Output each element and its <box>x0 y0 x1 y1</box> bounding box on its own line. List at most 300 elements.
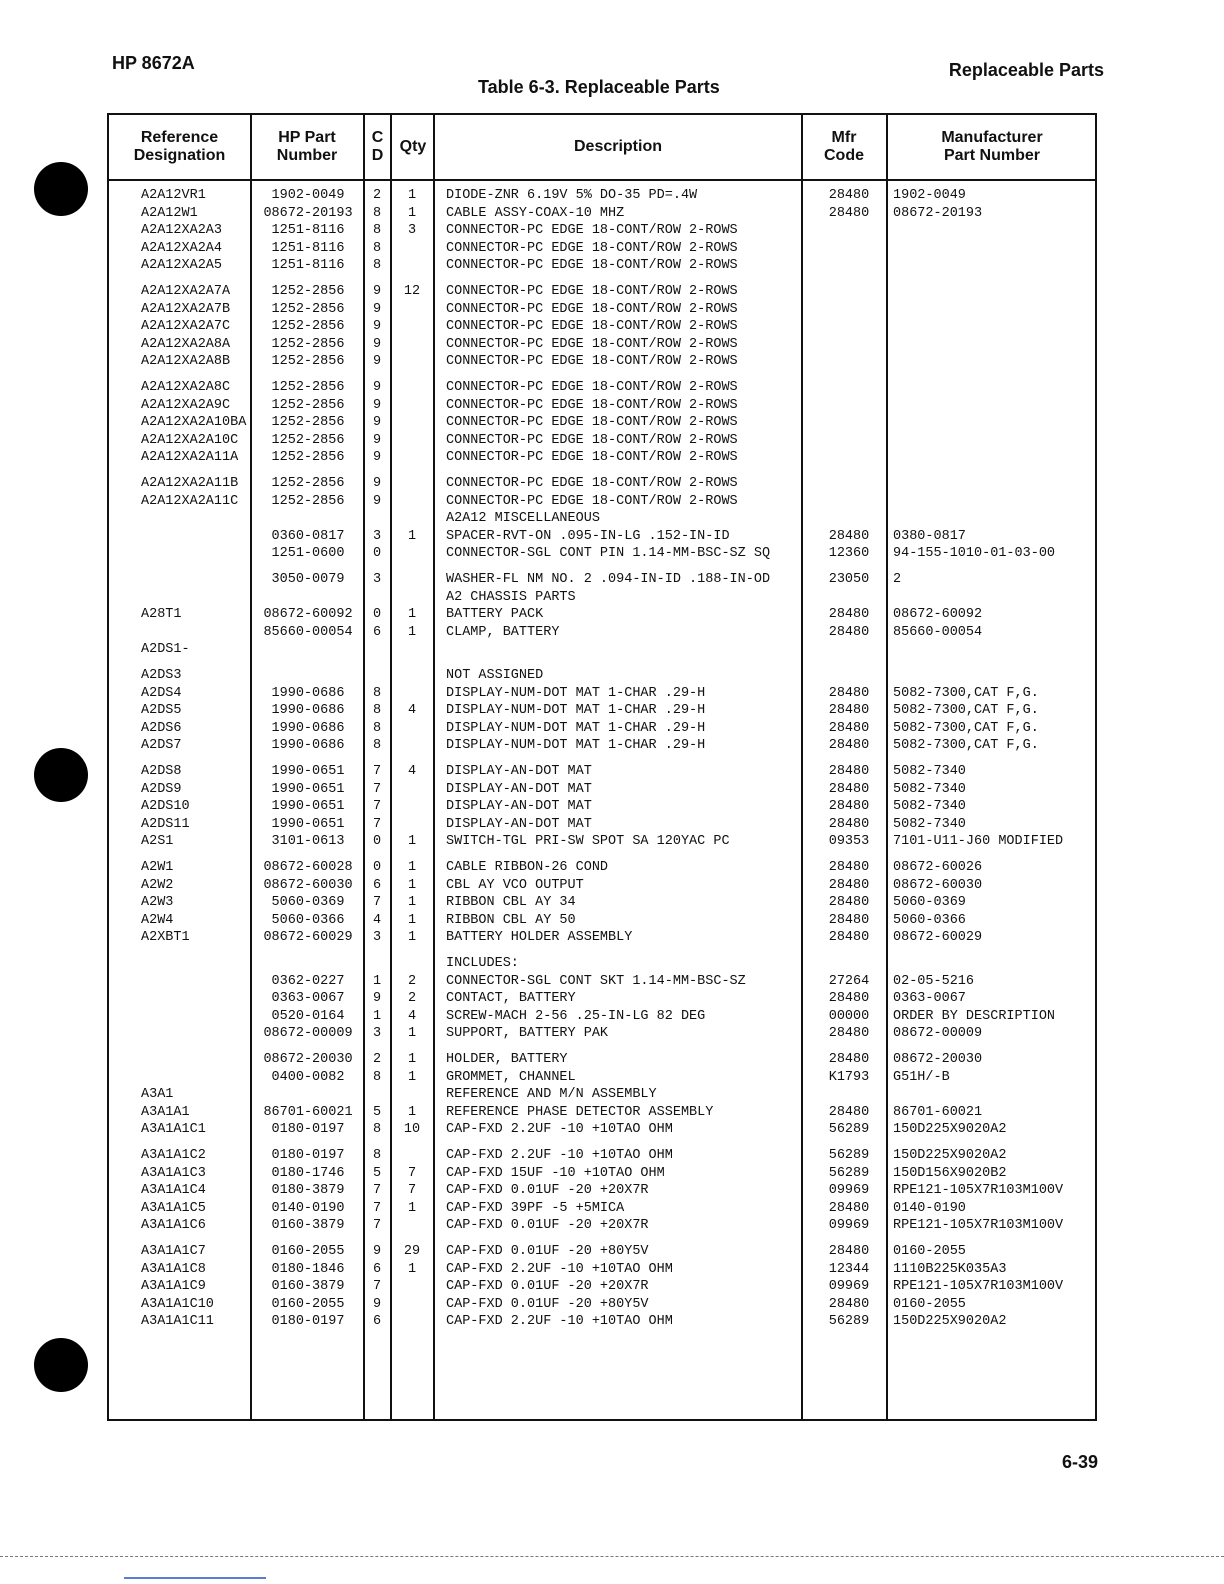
description-cell: SPACER-RVT-ON .095-IN-LG .152-IN-ID <box>446 528 730 544</box>
ref-cell: A3A1A1C9 <box>141 1279 206 1295</box>
mfr-code-cell: 09969 <box>828 1218 870 1234</box>
mfr-code-cell: 28480 <box>828 720 870 736</box>
description-cell: NOT ASSIGNED <box>446 668 544 683</box>
description-cell: RIBBON CBL AY 50 <box>446 912 576 928</box>
ref-cell: A2A12W1 <box>141 205 198 221</box>
cd-cell: 9 <box>372 450 382 466</box>
table-row <box>109 833 1095 850</box>
col-header-reference: Reference Designation <box>133 129 226 164</box>
cd-cell: 8 <box>372 205 382 221</box>
hp-part-cell: 1990-0651 <box>271 781 345 797</box>
table-row <box>109 1261 1095 1278</box>
mfr-code-cell: 56289 <box>828 1314 870 1330</box>
mfr-part-cell: 5082-7340 <box>893 764 966 779</box>
description-cell: CONNECTOR-PC EDGE 18-CONT/ROW 2-ROWS <box>446 284 738 299</box>
qty-cell: 1 <box>407 1104 417 1120</box>
hp-part-cell: 08672-20030 <box>263 1052 353 1067</box>
ref-cell: A2A12XA2A8A <box>141 336 231 352</box>
mfr-code-cell: 28480 <box>828 860 870 875</box>
mfr-part-cell: 86701-60021 <box>893 1104 983 1120</box>
hp-part-cell: 0180-1846 <box>271 1261 345 1277</box>
hp-part-cell: 08672-20193 <box>263 205 353 221</box>
qty-cell: 1 <box>407 912 417 928</box>
mfr-part-cell: ORDER BY DESCRIPTION <box>893 1008 1056 1024</box>
mfr-code-cell: K1793 <box>828 1069 870 1085</box>
mfr-part-cell: RPE121-105X7R103M100V <box>893 1183 1064 1199</box>
hp-part-cell: 0180-0197 <box>271 1122 345 1138</box>
mfr-part-cell: 94-155-1010-01-03-00 <box>893 546 1056 562</box>
hp-part-cell: 0400-0082 <box>271 1069 345 1085</box>
mfr-code-cell: 00000 <box>828 1008 870 1024</box>
hp-part-cell: 1990-0651 <box>271 799 345 815</box>
mfr-part-cell: 2 <box>893 572 902 587</box>
mfr-part-cell: 1110B225K035A3 <box>893 1261 1007 1277</box>
description-cell: WASHER-FL NM NO. 2 .094-IN-ID .188-IN-OD <box>446 572 771 587</box>
cd-cell: 5 <box>372 1104 382 1120</box>
mfr-code-cell: 28480 <box>828 991 870 1007</box>
table-row <box>109 510 1095 527</box>
table-row <box>109 702 1095 719</box>
description-cell: CAP-FXD 15UF -10 +10TAO OHM <box>446 1165 665 1181</box>
description-cell: CBL AY VCO OUTPUT <box>446 877 584 893</box>
table-row <box>109 1313 1095 1330</box>
mfr-part-cell: 85660-00054 <box>893 624 983 640</box>
hp-part-cell: 1990-0651 <box>271 816 345 832</box>
cd-cell: 9 <box>372 319 382 335</box>
cd-cell: 9 <box>372 493 382 509</box>
qty-cell: 2 <box>407 991 417 1007</box>
description-cell: CAP-FXD 2.2UF -10 +10TAO OHM <box>446 1122 673 1138</box>
description-cell: CONNECTOR-PC EDGE 18-CONT/ROW 2-ROWS <box>446 301 738 317</box>
table-row <box>109 432 1095 449</box>
description-cell: CONNECTOR-PC EDGE 18-CONT/ROW 2-ROWS <box>446 432 738 448</box>
description-cell: CAP-FXD 0.01UF -20 +80Y5V <box>446 1296 649 1312</box>
description-cell: DISPLAY-NUM-DOT MAT 1-CHAR .29-H <box>446 720 706 736</box>
cd-cell: 0 <box>372 860 382 875</box>
table-row <box>109 1069 1095 1086</box>
table-row <box>109 493 1095 510</box>
cd-cell: 9 <box>372 301 382 317</box>
description-cell: DISPLAY-NUM-DOT MAT 1-CHAR .29-H <box>446 703 706 719</box>
mfr-part-cell: 5082-7300,CAT F,G. <box>893 703 1039 719</box>
description-cell: CAP-FXD 2.2UF -10 +10TAO OHM <box>446 1314 673 1330</box>
cd-cell: 7 <box>372 1218 382 1234</box>
hp-part-cell: 1252-2856 <box>271 432 345 448</box>
table-row <box>109 301 1095 318</box>
mfr-code-cell: 28480 <box>828 930 870 946</box>
table-row <box>109 894 1095 911</box>
ref-cell: A2DS5 <box>141 703 182 719</box>
qty-cell: 1 <box>407 624 417 640</box>
hp-part-cell: 1252-2856 <box>271 415 345 431</box>
cd-cell: 7 <box>372 764 382 779</box>
table-row <box>109 222 1095 239</box>
description-cell: CONNECTOR-PC EDGE 18-CONT/ROW 2-ROWS <box>446 415 738 431</box>
hp-part-cell: 0140-0190 <box>271 1200 345 1216</box>
mfr-code-cell: 09969 <box>828 1279 870 1295</box>
description-cell: SCREW-MACH 2-56 .25-IN-LG 82 DEG <box>446 1008 706 1024</box>
description-cell: REFERENCE AND M/N ASSEMBLY <box>446 1087 657 1103</box>
cd-cell: 3 <box>372 930 382 946</box>
table-row <box>109 685 1095 702</box>
ref-cell: A2A12XA2A11A <box>141 450 239 466</box>
table-row <box>109 641 1095 658</box>
description-cell: CONTACT, BATTERY <box>446 991 576 1007</box>
cd-cell: 8 <box>372 1069 382 1085</box>
mfr-code-cell: 28480 <box>828 799 870 815</box>
hp-part-cell: 1902-0049 <box>271 188 345 203</box>
hp-part-cell: 1251-8116 <box>271 258 345 274</box>
mfr-part-cell: 02-05-5216 <box>893 973 975 989</box>
hp-part-cell: 1252-2856 <box>271 336 345 352</box>
description-cell: CONNECTOR-PC EDGE 18-CONT/ROW 2-ROWS <box>446 319 738 335</box>
qty-cell: 2 <box>407 973 417 989</box>
table-row <box>109 1104 1095 1121</box>
cd-cell: 9 <box>372 397 382 413</box>
qty-cell: 1 <box>407 1200 417 1216</box>
ref-cell: A2DS9 <box>141 781 182 797</box>
mfr-part-cell: 150D225X9020A2 <box>893 1122 1007 1138</box>
cd-cell: 8 <box>372 223 382 239</box>
description-cell: CONNECTOR-PC EDGE 18-CONT/ROW 2-ROWS <box>446 397 738 413</box>
binder-hole-top <box>34 162 88 216</box>
mfr-code-cell: 28480 <box>828 703 870 719</box>
qty-cell: 1 <box>407 1261 417 1277</box>
table-row <box>109 414 1095 431</box>
ref-cell: A2A12XA2A9C <box>141 397 231 413</box>
mfr-code-cell: 28480 <box>828 1052 870 1067</box>
ref-cell: A2W1 <box>141 860 174 875</box>
table-row <box>109 798 1095 815</box>
table-row <box>109 1086 1095 1103</box>
description-cell: CABLE ASSY-COAX-10 MHZ <box>446 205 625 221</box>
ref-cell: A3A1A1C2 <box>141 1148 206 1163</box>
ref-cell: A2A12XA2A7B <box>141 301 231 317</box>
binder-hole-bottom <box>34 1338 88 1392</box>
col-header-mfr-code: Mfr Code <box>824 129 864 164</box>
description-cell: CONNECTOR-SGL CONT PIN 1.14-MM-BSC-SZ SQ <box>446 546 771 562</box>
ref-cell: A2A12XA2A11B <box>141 476 239 491</box>
ref-cell: A2A12XA2A10C <box>141 432 239 448</box>
hp-part-cell: 1252-2856 <box>271 354 345 370</box>
mfr-part-cell: 5060-0366 <box>893 912 966 928</box>
ref-cell: A2DS10 <box>141 799 190 815</box>
cd-cell: 8 <box>372 1148 382 1163</box>
cd-cell: 7 <box>372 895 382 911</box>
mfr-part-cell: 150D225X9020A2 <box>893 1148 1007 1163</box>
qty-cell: 1 <box>407 930 417 946</box>
ref-cell: A3A1A1C4 <box>141 1183 206 1199</box>
table-row <box>109 571 1095 588</box>
cd-cell: 7 <box>372 1183 382 1199</box>
description-cell: DISPLAY-AN-DOT MAT <box>446 799 592 815</box>
cd-cell: 8 <box>372 720 382 736</box>
ref-cell: A2A12XA2A8B <box>141 354 231 370</box>
description-cell: CAP-FXD 2.2UF -10 +10TAO OHM <box>446 1261 673 1277</box>
mfr-part-cell: 08672-20030 <box>893 1052 983 1067</box>
cd-cell: 9 <box>372 354 382 370</box>
ref-cell: A2DS11 <box>141 816 190 832</box>
cd-cell: 3 <box>372 572 382 587</box>
table-row <box>109 1217 1095 1234</box>
mfr-part-cell: 0140-0190 <box>893 1200 966 1216</box>
hp-part-cell: 1252-2856 <box>271 319 345 335</box>
ref-cell: A2DS6 <box>141 720 182 736</box>
hp-part-cell: 0160-2055 <box>271 1296 345 1312</box>
ref-cell: A2A12XA2A5 <box>141 258 223 274</box>
cd-cell: 6 <box>372 624 382 640</box>
table-row <box>109 877 1095 894</box>
table-row <box>109 528 1095 545</box>
mfr-part-cell: 150D156X9020B2 <box>893 1165 1007 1181</box>
ref-cell: A2DS3 <box>141 668 182 683</box>
cd-cell: 9 <box>372 991 382 1007</box>
table-row <box>109 990 1095 1007</box>
description-cell: CONNECTOR-PC EDGE 18-CONT/ROW 2-ROWS <box>446 354 738 370</box>
qty-cell: 4 <box>407 764 417 779</box>
cd-cell: 7 <box>372 1279 382 1295</box>
cd-cell: 2 <box>372 1052 382 1067</box>
description-cell: CONNECTOR-PC EDGE 18-CONT/ROW 2-ROWS <box>446 493 738 509</box>
qty-cell: 29 <box>403 1244 421 1259</box>
hp-part-cell: 85660-00054 <box>263 624 353 640</box>
mfr-code-cell: 28480 <box>828 764 870 779</box>
description-cell: SUPPORT, BATTERY PAK <box>446 1026 609 1042</box>
description-cell: DIODE-ZNR 6.19V 5% DO-35 PD=.4W <box>446 188 698 203</box>
mfr-code-cell: 28480 <box>828 895 870 911</box>
ref-cell: A3A1A1C7 <box>141 1244 206 1259</box>
ref-cell: A3A1A1C3 <box>141 1165 206 1181</box>
table-row <box>109 187 1095 204</box>
hp-part-cell: 0363-0067 <box>271 991 345 1007</box>
table-row <box>109 589 1095 606</box>
cd-cell: 6 <box>372 1314 382 1330</box>
description-cell: A2 CHASSIS PARTS <box>446 589 576 605</box>
hp-part-cell: 1990-0686 <box>271 703 345 719</box>
description-cell: GROMMET, CHANNEL <box>446 1069 576 1085</box>
cd-cell: 0 <box>372 607 382 623</box>
description-cell: A2A12 MISCELLANEOUS <box>446 511 600 527</box>
table-row <box>109 912 1095 929</box>
qty-cell: 1 <box>407 205 417 221</box>
description-cell: CLAMP, BATTERY <box>446 624 560 640</box>
mfr-code-cell: 28480 <box>828 624 870 640</box>
table-row <box>109 973 1095 990</box>
hp-part-cell: 1251-0600 <box>271 546 345 562</box>
table-row <box>109 720 1095 737</box>
table-row <box>109 1278 1095 1295</box>
description-cell: CAP-FXD 0.01UF -20 +20X7R <box>446 1279 649 1295</box>
table-row <box>109 1147 1095 1164</box>
table-row <box>109 545 1095 562</box>
mfr-code-cell: 09969 <box>828 1183 870 1199</box>
mfr-part-cell: 08672-60029 <box>893 930 983 946</box>
mfr-code-cell: 28480 <box>828 1104 870 1120</box>
ref-cell: A2A12XA2A8C <box>141 380 231 395</box>
mfr-part-cell: 08672-00009 <box>893 1026 983 1042</box>
table-row <box>109 1121 1095 1138</box>
ref-cell: A2A12XA2A10BA <box>141 415 247 431</box>
mfr-code-cell: 28480 <box>828 1200 870 1216</box>
description-cell: CONNECTOR-PC EDGE 18-CONT/ROW 2-ROWS <box>446 223 738 239</box>
qty-cell: 1 <box>407 895 417 911</box>
table-row <box>109 1165 1095 1182</box>
hp-part-cell: 0520-0164 <box>271 1008 345 1024</box>
hp-part-cell: 3101-0613 <box>271 834 345 850</box>
hp-part-cell: 08672-60092 <box>263 607 353 623</box>
description-cell: CONNECTOR-PC EDGE 18-CONT/ROW 2-ROWS <box>446 336 738 352</box>
description-cell: CAP-FXD 0.01UF -20 +80Y5V <box>446 1244 649 1259</box>
mfr-code-cell: 09353 <box>828 834 870 850</box>
mfr-part-cell: 5060-0369 <box>893 895 966 911</box>
mfr-part-cell: 5082-7340 <box>893 816 966 832</box>
table-row <box>109 737 1095 754</box>
mfr-part-cell: 5082-7340 <box>893 781 966 797</box>
description-cell: DISPLAY-NUM-DOT MAT 1-CHAR .29-H <box>446 685 706 701</box>
cd-cell: 5 <box>372 1165 382 1181</box>
description-cell: CONNECTOR-PC EDGE 18-CONT/ROW 2-ROWS <box>446 240 738 256</box>
col-header-description: Description <box>573 138 662 155</box>
mfr-code-cell: 28480 <box>828 188 870 203</box>
description-cell: DISPLAY-NUM-DOT MAT 1-CHAR .29-H <box>446 738 706 754</box>
table-row <box>109 763 1095 780</box>
description-cell: RIBBON CBL AY 34 <box>446 895 576 911</box>
cd-cell: 7 <box>372 1200 382 1216</box>
hp-part-cell: 1252-2856 <box>271 450 345 466</box>
mfr-code-cell: 56289 <box>828 1165 870 1181</box>
table-row <box>109 257 1095 274</box>
hp-part-cell: 08672-60029 <box>263 930 353 946</box>
cd-cell: 9 <box>372 476 382 491</box>
mfr-part-cell: 5082-7340 <box>893 799 966 815</box>
ref-cell: A2A12XA2A11C <box>141 493 239 509</box>
binder-hole-middle <box>34 748 88 802</box>
mfr-part-cell: 08672-60026 <box>893 860 983 875</box>
model-header: HP 8672A <box>112 53 195 73</box>
cd-cell: 9 <box>372 1296 382 1312</box>
ref-cell: A28T1 <box>141 607 182 623</box>
table-row <box>109 353 1095 370</box>
qty-cell: 1 <box>407 1052 417 1067</box>
mfr-part-cell: 08672-60092 <box>893 607 983 623</box>
qty-cell: 4 <box>407 1008 417 1024</box>
cd-cell: 1 <box>372 1008 382 1024</box>
cd-cell: 8 <box>372 703 382 719</box>
table-row <box>109 397 1095 414</box>
scan-edge-line <box>0 1556 1224 1557</box>
qty-cell: 7 <box>407 1183 417 1199</box>
mfr-part-cell: 0160-2055 <box>893 1296 966 1312</box>
table-row <box>109 624 1095 641</box>
hp-part-cell: 1252-2856 <box>271 301 345 317</box>
table-row <box>109 205 1095 222</box>
scan-blue-mark <box>124 1577 266 1579</box>
table-row <box>109 781 1095 798</box>
hp-part-cell: 1252-2856 <box>271 476 345 491</box>
hp-part-cell: 1990-0686 <box>271 685 345 701</box>
description-cell: CONNECTOR-PC EDGE 18-CONT/ROW 2-ROWS <box>446 450 738 466</box>
cd-cell: 6 <box>372 1261 382 1277</box>
cd-cell: 8 <box>372 738 382 754</box>
mfr-code-cell: 28480 <box>828 877 870 893</box>
mfr-part-cell: 08672-20193 <box>893 205 983 221</box>
description-cell: CAP-FXD 39PF -5 +5MICA <box>446 1200 625 1216</box>
ref-cell: A2W4 <box>141 912 174 928</box>
description-cell: CONNECTOR-PC EDGE 18-CONT/ROW 2-ROWS <box>446 380 738 395</box>
ref-cell: A3A1A1 <box>141 1104 190 1120</box>
ref-cell: A2S1 <box>141 834 174 850</box>
description-cell: BATTERY HOLDER ASSEMBLY <box>446 930 633 946</box>
ref-cell: A3A1A1C11 <box>141 1314 214 1330</box>
description-cell: HOLDER, BATTERY <box>446 1052 568 1067</box>
hp-part-cell: 3050-0079 <box>271 572 345 587</box>
hp-part-cell: 1990-0686 <box>271 738 345 754</box>
ref-cell: A3A1A1C8 <box>141 1261 206 1277</box>
hp-part-cell: 1252-2856 <box>271 493 345 509</box>
mfr-code-cell: 12360 <box>828 546 870 562</box>
qty-cell: 1 <box>407 834 417 850</box>
table-row <box>109 379 1095 396</box>
hp-part-cell: 86701-60021 <box>263 1104 353 1120</box>
ref-cell: A2XBT1 <box>141 930 190 946</box>
mfr-code-cell: 56289 <box>828 1148 870 1163</box>
description-cell: REFERENCE PHASE DETECTOR ASSEMBLY <box>446 1104 714 1120</box>
mfr-code-cell: 28480 <box>828 1026 870 1042</box>
cd-cell: 8 <box>372 240 382 256</box>
ref-cell: A3A1A1C6 <box>141 1218 206 1234</box>
description-cell: DISPLAY-AN-DOT MAT <box>446 781 592 797</box>
mfr-part-cell: 5082-7300,CAT F,G. <box>893 720 1039 736</box>
cd-cell: 7 <box>372 799 382 815</box>
mfr-code-cell: 28480 <box>828 1296 870 1312</box>
ref-cell: A3A1A1C5 <box>141 1200 206 1216</box>
ref-cell: A2DS7 <box>141 738 182 754</box>
qty-cell: 1 <box>407 877 417 893</box>
table-row <box>109 240 1095 257</box>
qty-cell: 1 <box>407 1026 417 1042</box>
table-row <box>109 1243 1095 1260</box>
mfr-part-cell: RPE121-105X7R103M100V <box>893 1218 1064 1234</box>
table-row <box>109 1051 1095 1068</box>
mfr-code-cell: 28480 <box>828 528 870 544</box>
hp-part-cell: 5060-0366 <box>271 912 345 928</box>
cd-cell: 9 <box>372 415 382 431</box>
hp-part-cell: 0360-0817 <box>271 528 345 544</box>
hp-part-cell: 1252-2856 <box>271 284 345 299</box>
mfr-code-cell: 28480 <box>828 607 870 623</box>
qty-cell: 12 <box>403 284 421 299</box>
description-cell: INCLUDES: <box>446 956 519 971</box>
hp-part-cell: 1990-0686 <box>271 720 345 736</box>
cd-cell: 1 <box>372 973 382 989</box>
cd-cell: 9 <box>372 284 382 299</box>
description-cell: CONNECTOR-PC EDGE 18-CONT/ROW 2-ROWS <box>446 476 738 491</box>
hp-part-cell: 0160-3879 <box>271 1279 345 1295</box>
mfr-code-cell: 28480 <box>828 205 870 221</box>
mfr-code-cell: 28480 <box>828 685 870 701</box>
cd-cell: 8 <box>372 1122 382 1138</box>
mfr-part-cell: 0160-2055 <box>893 1244 966 1259</box>
ref-cell: A3A1A1C10 <box>141 1296 214 1312</box>
hp-part-cell: 0180-3879 <box>271 1183 345 1199</box>
cd-cell: 9 <box>372 1244 382 1259</box>
page-number: 6-39 <box>1061 1452 1098 1472</box>
description-cell: CABLE RIBBON-26 COND <box>446 860 609 875</box>
table-row <box>109 1008 1095 1025</box>
ref-cell: A2DS8 <box>141 764 182 779</box>
hp-part-cell: 1252-2856 <box>271 397 345 413</box>
table-row <box>109 1182 1095 1199</box>
